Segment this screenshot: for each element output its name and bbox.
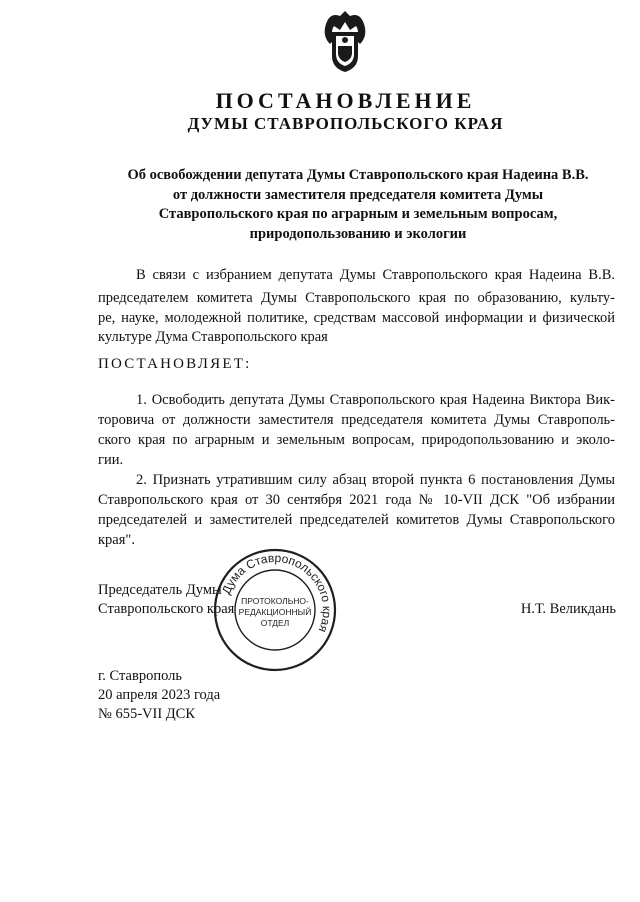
document-title: ПОСТАНОВЛЕНИЕ: [215, 88, 476, 113]
official-stamp: [212, 547, 338, 673]
heading-line: Об освобождении депутата Думы Ставропольского края Надеина В.В.: [127, 167, 589, 183]
preamble-line: В связи с избранием депутата Думы Ставропольского края Надеина В.В.: [136, 267, 615, 283]
heading-line: от должности заместителя председателя комитета Думы: [172, 186, 544, 203]
footer-number: № 655-VII ДСК: [98, 706, 196, 722]
stamp-ring-text: Дума Ставропольского края: [219, 550, 335, 635]
item-2-line: председателей и заместителей председателей комитетов Думы Ставропольского: [98, 512, 615, 528]
item-2-line: края".: [98, 532, 135, 548]
item-1-line: ского края по аграрным и земельным вопросам, природопользованию и эколо-: [98, 432, 615, 448]
item-2-line: Ставропольского края от 30 сентября 2021 года № 10-VII ДСК "Об избрании: [98, 492, 615, 508]
heading-line: природопользованию и экологии: [249, 226, 467, 243]
footer-date: 20 апреля 2023 года: [98, 687, 221, 703]
signatory-name: Н.Т. Великдань: [520, 601, 616, 617]
stamp-inner-text: РЕДАКЦИОННЫЙ: [238, 607, 312, 617]
document-subtitle: ДУМЫ СТАВРОПОЛЬСКОГО КРАЯ: [187, 114, 504, 133]
coat-of-arms-icon: [320, 10, 370, 74]
signature-position: Председатель Думы: [98, 582, 222, 598]
preamble-line: культуре Дума Ставропольского края: [98, 329, 328, 345]
resolution-heading: [98, 166, 618, 245]
stamp-inner-text: ПРОТОКОЛЬНО-: [241, 596, 309, 606]
item-1-line: торовича от должности заместителя председателя комитета Думы Ставрополь-: [98, 412, 615, 428]
signature-position: Ставропольского края: [98, 601, 235, 617]
footer-city: г. Ставрополь: [98, 668, 183, 684]
item-1-line: 1. Освободить депутата Думы Ставропольского края Надеина Виктора Вик-: [136, 392, 615, 408]
decree-word: ПОСТАНОВЛЯЕТ:: [98, 356, 252, 372]
heading-line: Ставропольского края по аграрным и земельным вопросам,: [158, 206, 558, 223]
preamble-line: председателем комитета Думы Ставропольского края по образованию, культу-: [98, 290, 615, 306]
item-1-line: гии.: [98, 452, 124, 468]
preamble-line: ре, науке, молодежной политике, средствам массовой информации и физической: [98, 310, 615, 326]
item-2-line: 2. Признать утратившим силу абзац второй пункта 6 постановления Думы: [136, 472, 615, 488]
stamp-inner-text: ОТДЕЛ: [260, 618, 290, 628]
